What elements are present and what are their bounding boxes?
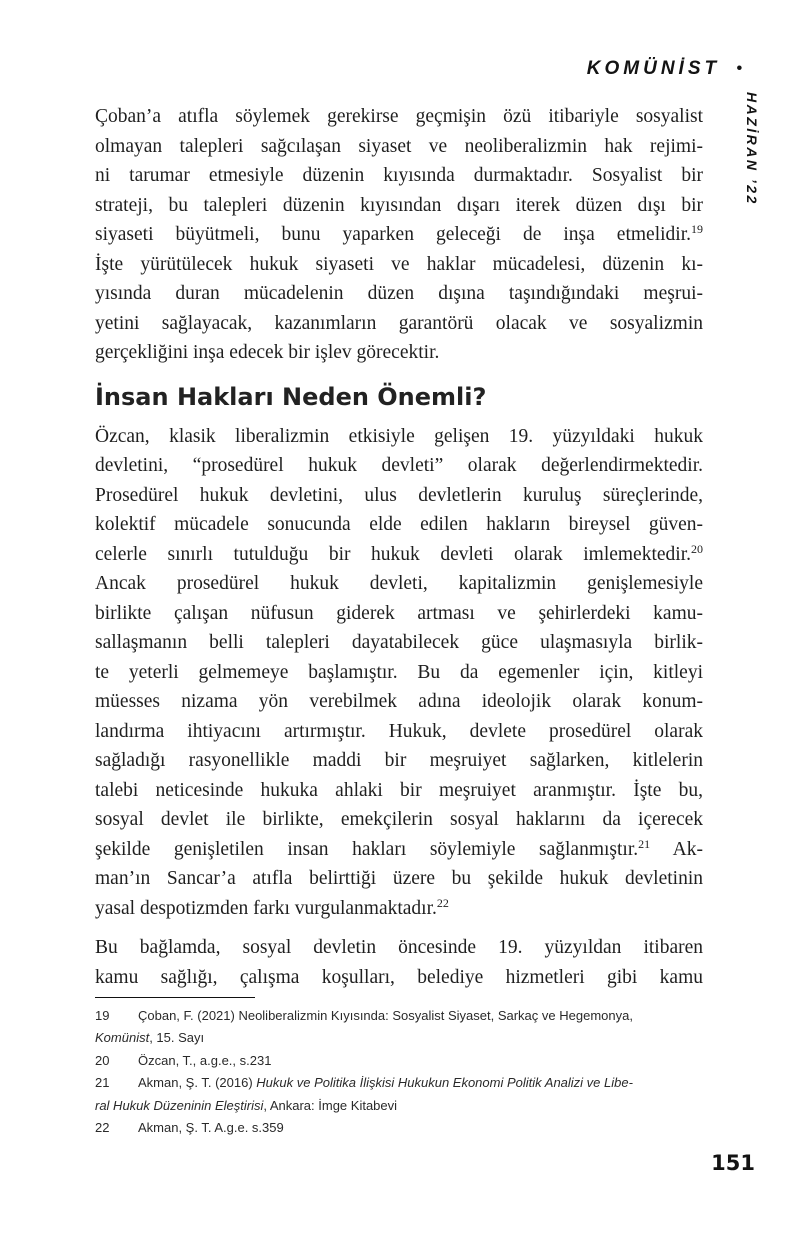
text-segment: talebi neticesinde hukuka ahlaki bir meşruiyet aranmıştır. İşte bu, [95,779,703,801]
italic-text: Hukuk ve Politika İlişkisi Hukukun Ekonomi Politik Analizi ve Libe- [256,1075,633,1091]
footnote-ref: 21 [638,836,651,851]
footnote-number: 22 [95,1119,110,1135]
footnote-number: 21 [95,1075,110,1091]
bullet-icon: • [736,60,742,77]
text-line [95,422,703,452]
text-line [95,309,703,339]
footnote-list [95,1005,703,1139]
text-segment: devletini, “prosedürel hukuk devleti” olarak değerlendirmektedir. [95,455,703,476]
text-line [95,687,703,717]
text-segment: kolektif mücadele sonucunda elde edilen hakların bireysel güven- [95,514,703,535]
magazine-title: KOMÜNİST [586,58,721,79]
text-line [95,717,703,747]
text-segment: birlikte çalışan nüfusun giderek artması ve şehirlerdeki kamu- [95,602,703,624]
footnote-ref: 22 [436,895,449,910]
footnote-number: 19 [95,1008,110,1023]
text-line [95,864,703,894]
text-line [95,599,703,629]
text-segment: te yeterli gelmemeye başlamıştır. Bu da egemenler için, kitleyi [95,661,703,683]
text-line [95,338,703,368]
text-line [95,569,703,599]
text-line [95,451,703,481]
footnote-divider [95,997,255,998]
footnote-ref: 19 [691,222,703,236]
footnote-line [95,1050,703,1072]
text-line [95,933,703,963]
text-line [95,540,703,570]
text-segment: olmayan talepleri sağcılaşan siyaset ve neoliberalizmin hak rejimi- [95,135,703,157]
text-line [95,481,703,511]
text-segment: sağladığı rasyonellikle maddi bir meşruiyet sağlarken, kitlelerin [95,750,703,771]
paragraph [95,422,703,924]
text-segment: Özcan, klasik liberalizmin etkisiyle gelişen 19. yüzyıldaki hukuk [95,425,703,447]
footnote-line [95,1005,703,1027]
text-segment: İşte yürütülecek hukuk siyaseti ve haklar mücadelesi, düzenin kı- [95,253,703,275]
text-segment: , 15. Sayı [149,1030,205,1046]
section-heading: İnsan Hakları Neden Önemli? [95,382,487,411]
text-segment: Akman, Ş. T. A.g.e. s.359 [138,1119,284,1135]
paragraph [95,933,703,992]
text-segment: yısında duran mücadelenin düzen dışına taşındığındaki meşrui- [95,283,703,304]
text-segment: gerçekliğini inşa edecek bir işlev görecektir. [95,342,440,363]
text-line [95,102,703,132]
text-segment: , Ankara: İmge Kitabevi [263,1097,398,1113]
masthead [587,58,742,80]
footnote-line [95,1095,703,1117]
text-line [95,250,703,280]
footnote-number: 20 [95,1052,110,1068]
footnote-line [95,1072,703,1094]
text-segment: sallaşmanın belli talepleri dayatabilecek güce ulaşmasıyla birlik- [95,632,703,653]
text-line [95,963,703,993]
italic-text: ral Hukuk Düzeninin Eleştirisi [95,1097,264,1113]
italic-text: Komünist [95,1030,150,1046]
text-segment: Bu bağlamda, sosyal devletin öncesinde 19. yüzyıldan itibaren [95,937,703,958]
text-line [95,191,703,221]
text-segment: landırma ihtiyacını artırmıştır. Hukuk, devlete prosedürel olarak [95,720,703,742]
text-segment: şekilde genişletilen insan hakları söylemiyle sağlanmıştır. [95,838,639,860]
text-segment: müesses nizama yön verebilmek adına ideolojik olarak konum- [95,691,703,712]
issue-date-vertical: HAZİRAN ’22 [744,92,760,206]
text-segment: Çoban’a atıfla söylemek gerekirse geçmişin özü itibariyle sosyalist [95,106,703,127]
footnotes-section [95,997,703,1139]
footnote-ref: 20 [691,541,703,556]
text-segment: yasal despotizmden farkı vurgulanmaktadır. [95,897,437,919]
text-segment: Çoban, F. (2021) Neoliberalizmin Kıyısında: Sosyalist Siyaset, Sarkaç ve Hegemonya, [138,1008,633,1023]
text-segment: man’ın Sancar’a atıfla belirttiği üzere bu şekilde hukuk devletinin [95,868,703,889]
text-line [95,628,703,658]
text-line [95,746,703,776]
text-segment: celerle sınırlı tutulduğu bir hukuk devleti olarak imlemektedir. [95,543,691,565]
page-number: 151 [711,1151,755,1175]
text-line [95,132,703,162]
text-segment: kamu sağlığı, çalışma koşulları, belediye hizmetleri gibi kamu [95,966,703,988]
text-segment: Ak- [650,838,703,860]
text-line [95,805,703,835]
text-line [95,658,703,688]
text-line [95,220,703,250]
paragraph [95,102,703,368]
text-segment: yetini sağlayacak, kazanımların garantörü olacak ve sosyalizmin [95,312,703,334]
footnote-line [95,1027,703,1049]
text-segment: ni tarumar etmesiyle düzenin kıyısında durmaktadır. Sosyalist bir [95,165,703,186]
text-line [95,510,703,540]
text-segment: sosyal devlet ile birlikte, emekçilerin sosyal haklarını da içerecek [95,809,703,830]
text-line [95,279,703,309]
footnote-line [95,1117,703,1139]
text-segment: strateji, bu talepleri düzenin kıyısından dışarı iterek düzen dışı bir [95,194,703,216]
text-line [95,776,703,806]
article-body [95,102,703,992]
text-line [95,894,703,924]
text-segment: Akman, Ş. T. (2016) [138,1075,257,1091]
text-segment: siyaseti büyütmeli, bunu yaparken geleceği de inşa etmelidir. [95,224,691,245]
text-segment: Ancak prosedürel hukuk devleti, kapitalizmin genişlemesiyle [95,573,703,594]
text-segment: Özcan, T., a.g.e., s.231 [138,1052,272,1068]
text-segment: Prosedürel hukuk devletini, ulus devletlerin kuruluş süreçlerinde, [95,484,703,506]
text-line [95,161,703,191]
text-line [95,835,703,865]
